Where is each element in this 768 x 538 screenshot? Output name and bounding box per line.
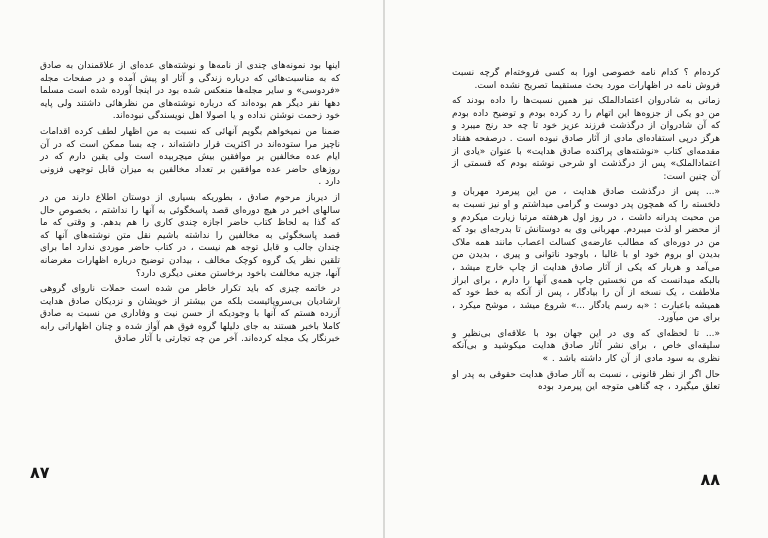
right-paragraph-2: زمانی به شادروان اعتمادالملک نیز همین نسبت‌ها را داده بودند که من دو یکی از جزوه‌ها این اتهام را رد کرده بودم و توضیح داده بودم که آن شادروان از درگذشت فرزند عزیز خود تا چه حد رنج میبرد و هرگز درپی استفاده‌ای مادی از آثار صادق نبوده است . درصفحه هفتاد مقدمه‌ای کتاب «نوشته‌های پراکنده صادق هدایت» با عنوان «یادی از اعتمادالملک» پس از درگذشت او شرحی نوشته بودم که قسمتی از آن چنین است: (452, 96, 720, 182)
right-page-number: ۸۸ (700, 470, 720, 489)
left-paragraph-4: در خاتمه چیزی که باید تکرار خاطر من شده است حملات ناروای گروهی ارشادیان بی‌سروپائیست بلکه من بیشتر از خویشان و نزدیکان صادق هدایت آزرده هستم که آنها با وجودیکه از حسن نیت و وفاداری من نسبت به صادق کاملا باخبر هستند به جای دلیلها گروه فوق هم آواز شده و چنان اظهاراتی رابه خبرنگار یک مجله کرده‌اند. آخر من چه تجارتی با آثار صادق (40, 284, 340, 345)
right-paragraph-4: «... تا لحظه‌ای که وی در این جهان بود با علاقه‌ای بی‌نظیر و سلیقه‌ای خاص ، برای نشر آثار صادق هدایت میکوشید و بی‌آنکه نظری به سود مادی از آن کار داشته باشد . » (452, 328, 720, 365)
left-paragraph-1: اینها بود نمونه‌های چندی از نامه‌ها و نوشته‌های عده‌ای از علاقمندان به صادق که به مناسبت‌هائی که درباره زندگی و آثار او پیش آمده و در صفحات مجله «فردوسی» و سایر مجله‌ها منعکس شده بود در اینجا آورده شده است مسلما دهها نفر دیگر هم بوده‌اند که درباره نوشته‌های من نظرهائی داشتند ولی پایه خود زحمت نوشتن نداده و یا اصولا اهل نویسندگی نبوده‌اند. (40, 61, 340, 122)
left-page (0, 0, 383, 538)
left-paragraph-2: ضمنا من نمیخواهم بگویم آنهائی که نسبت به من اظهار لطف کرده اقدامات ناچیز مرا ستوده‌اند در اکثریت قرار داشته‌اند ، چه بسا ممکن است که در آن ایام عده مخالفین بر موافقین بیش میچربیده است ولی یقین دارم که در روزهای حاضر عده موافقین بر تعداد مخالفین به میزان قابل توجهی فزونی دارد . (40, 126, 340, 188)
right-paragraph-3: «... پس از درگذشت صادق هدایت ، من این پیرمرد مهربان و دلخسته را که همچون پدر دوست و گرامی میداشتم و او نیز نسبت به من محبت پدرانه داشت ، در روز اول هرهفته مرتبا زیارت میکردم و از محضر او لذت میبردم. مهربانی وی به دوستانش تا بدرجه‌ای بود که من در دوره‌ای که مطالب عارضه‌ی کسالت اعصاب مانند همه ملاک بدیدن او بروم خود او با غالبا ، باوجود ناتوانی و پیری ، بدیدن من می‌آمد و هربار که یکی از آثار صادق هدایت از چاپ خارج میشد ، بالبکه میدانست که من نخستین چاپ همه‌ی آنها را دارم ، برای ابراز ملاطفت ، یک نسخه از آن را بیادگار ، پس از آنکه به خط خود که همیشه باعبارت : «به رسم یادگار ...» شروع میشد ، موشح میکرد ، برای من میآورد. (452, 187, 720, 324)
left-page-number: ۸۷ (30, 463, 50, 482)
right-paragraph-5: حال اگر از نظر قانونی ، نسبت به آثار صادق هدایت حقوقی به پدر او تعلق میگیرد ، چه گناهی متوجه این پیرمرد بوده (452, 369, 720, 393)
right-page-text (452, 67, 720, 397)
left-page-text (40, 60, 340, 349)
right-page (385, 0, 768, 538)
right-paragraph-1: کرده‌ام ؟ کدام نامه خصوصی اورا به کسی فروخته‌ام گرچه نسبت فروش نامه در اظهارات مورد بحث مستقیما تصریح نشده است. (452, 68, 720, 91)
left-paragraph-3: از دیرباز مرحوم صادق ، بطوریکه بسیاری از دوستان اطلاع دارند من در سالهای اخیر در هیچ دوره‌ای قصد پاسخگوئی به آنها را نداشتم ، بخصوص حال که گذا به لحاظ کتاب حاضر اجازه چندی کاری را هم بدهم. و وقتی که ما قصد پاسخگوئی به مخالفین را نداشته باشیم نقل متن نوشته‌های آنها که چندان جالب و قابل توجه هم نیست ، در کتاب حاضر موردی ندارد اما برای تلقین نظر یک گروه کوچک مخالف ، بیدادن توضیح درباره اظهارات مغرضانه آنها، جزیه مخالفت باخود برخاستن معنی دیگری دارد؟ (40, 192, 340, 279)
